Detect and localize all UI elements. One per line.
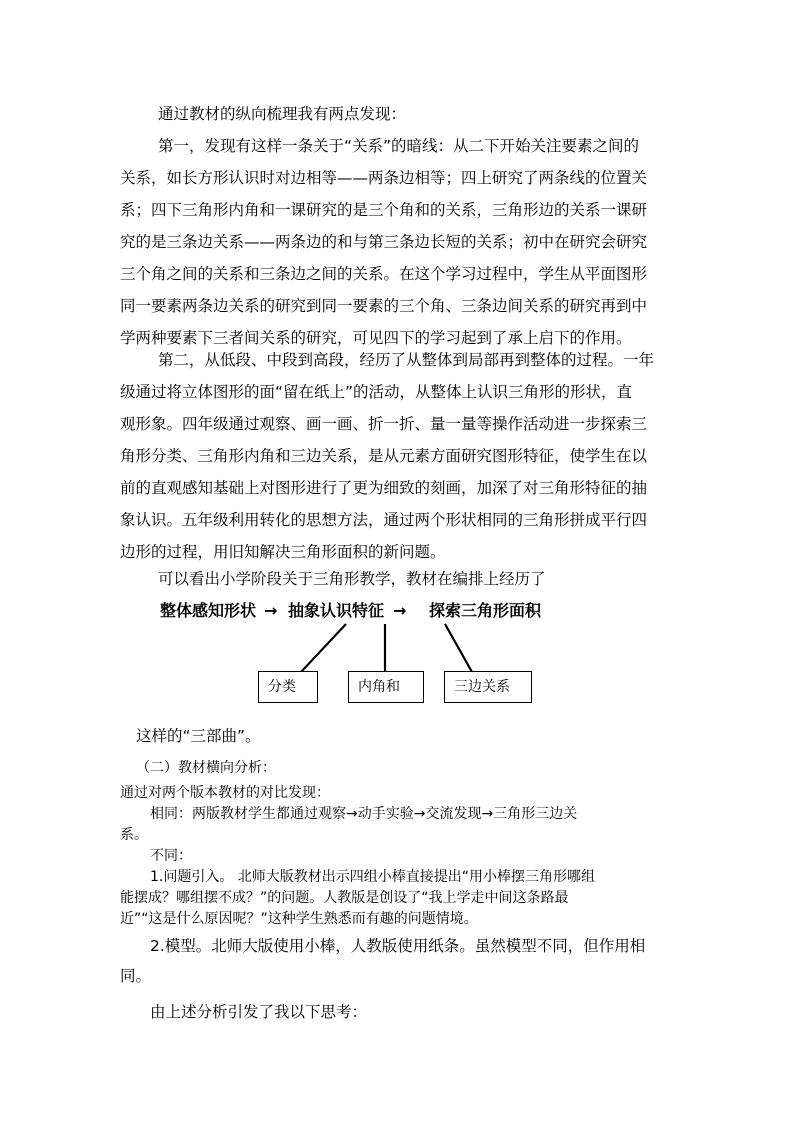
flow-arrow: →: [393, 601, 407, 620]
flow-step-features: 抽象认识特征: [288, 601, 385, 620]
paragraph-line: 通过对两个版本教材的对比发现：: [120, 785, 330, 801]
paragraph-intro: 通过教材的纵向梳理我有两点发现：: [158, 105, 407, 123]
flow-arrow: →: [264, 601, 278, 620]
paragraph-line: 不同：: [150, 848, 192, 864]
paragraph-second-line: 第二，从低段、中段到高段，经历了从整体到局部再到整体的过程。一年: [158, 351, 655, 369]
paragraph-line: 象认识。五年级利用转化的思想方法，通过两个形状相同的三角形拼成平行四: [120, 511, 648, 529]
flow-step-shape: 整体感知形状: [160, 601, 257, 620]
flow-step-area: 探索三角形面积: [429, 601, 542, 620]
paragraph-line: 前的直观感知基础上对图形进行了更为细致的刻画，加深了对三角形特征的抽: [120, 479, 648, 497]
paragraph-line: 相同：两版教材学生都通过观察→动手实验→交流发现→三角形三边关: [150, 806, 578, 822]
paragraph-line: 边形的过程，用旧知解决三角形面积的新问题。: [120, 543, 446, 561]
paragraph-line: 系。: [120, 827, 148, 843]
paragraph-line: 能摆成？哪组摆不成？”的问题。人教版是创设了“我上学走中间这条路最: [120, 890, 569, 906]
paragraph-line: 系；四下三角形内角和一课研究的是三个角和的关系，三角形边的关系一课研: [120, 201, 648, 219]
paragraph-line: 近”“这是什么原因呢？”这种学生熟悉而有趣的问题情境。: [120, 911, 478, 927]
paragraph-line: 同。: [120, 967, 152, 985]
paragraph-first-line: 第一，发现有这样一条关于“关系”的暗线：从二下开始关注要素之间的: [158, 137, 640, 155]
connector-line: [301, 624, 346, 672]
paragraph-line: 2.模型。北师大版使用小棒，人教版使用纸条。虽然模型不同，但作用相: [150, 937, 646, 955]
paragraph-line: 观形象。四年级通过观察、画一画、折一折、量一量等操作活动进一步探索三: [120, 415, 648, 433]
section-heading: （二）教材横向分析：: [136, 760, 276, 776]
paragraph-line: 究的是三条边关系——两条边的和与第三条边长短的关系；初中在研究会研究: [120, 233, 648, 251]
paragraph-line: 三个角之间的关系和三条边之间的关系。在这个学习过程中，学生从平面图形: [120, 265, 648, 283]
connector-line: [445, 624, 472, 672]
box-classification: 分类: [258, 671, 318, 703]
box-three-sides: 三边关系: [444, 671, 532, 703]
paragraph-line: 同一要素两条边关系的研究到同一要素的三个角、三条边间关系的研究再到中: [120, 297, 648, 315]
paragraph-line: 角形分类、三角形内角和三边关系，是从元素方面研究图形特征，使学生在以: [120, 447, 648, 465]
paragraph-summary: 可以看出小学阶段关于三角形教学，教材在编排上经历了: [158, 570, 546, 588]
paragraph-line: 1.问题引入。 北师大版教材出示四组小棒直接提出“用小棒摆三角形哪组: [150, 869, 596, 885]
paragraph-three-parts: 这样的“三部曲”。: [136, 727, 261, 745]
paragraph-line: 关系，如长方形认识时对边相等——两条边相等；四上研究了两条线的位置关: [120, 169, 648, 187]
paragraph-line: 级通过将立体图形的面“留在纸上”的活动，从整体上认识三角形的形状，直: [120, 383, 633, 401]
paragraph-line: 由上述分析引发了我以下思考：: [150, 1003, 368, 1021]
box-interior-angles: 内角和: [348, 671, 424, 703]
paragraph-line: 学两种要素下三者间关系的研究，可见四下的学习起到了承上启下的作用。: [120, 329, 632, 347]
